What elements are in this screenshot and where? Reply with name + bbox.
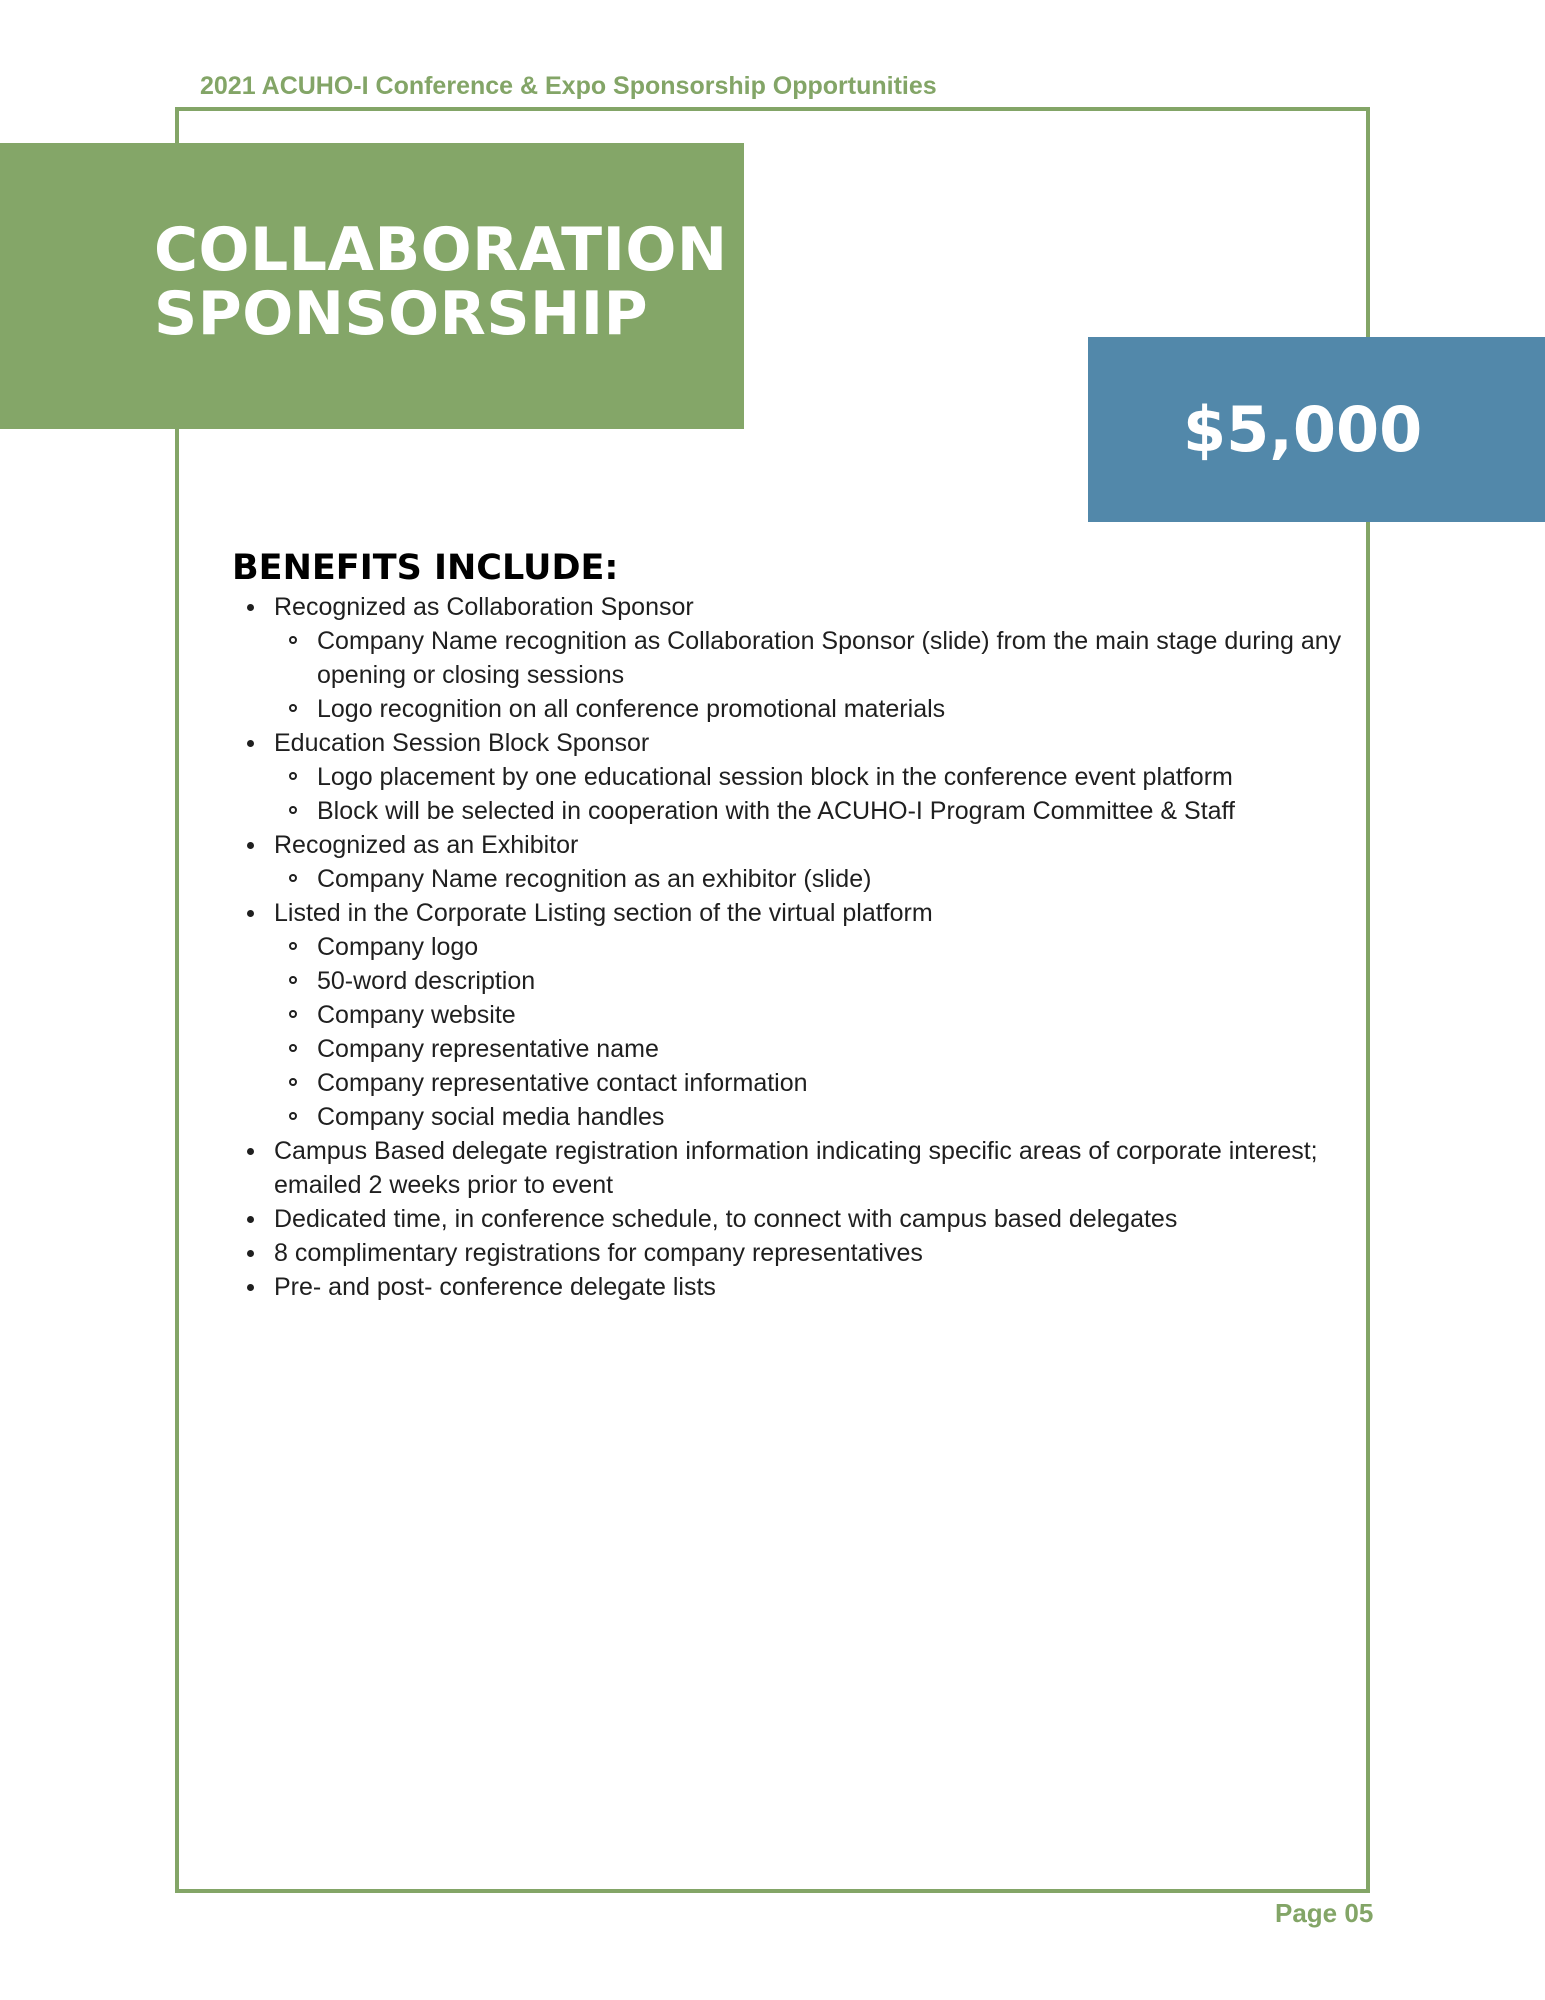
circle-bullet-icon <box>289 1078 297 1086</box>
bullet-icon <box>247 1284 254 1291</box>
benefit-subitem <box>317 930 1384 964</box>
benefit-subtext: Company website <box>317 1001 516 1029</box>
benefit-item <box>274 896 1384 1134</box>
benefit-text: 8 complimentary registrations for company representatives <box>274 1239 923 1267</box>
circle-bullet-icon <box>289 942 297 950</box>
document-header: 2021 ACUHO-I Conference & Expo Sponsorship Opportunities <box>200 72 937 100</box>
benefit-subitem <box>317 760 1384 794</box>
price-label: $5,000 <box>1183 393 1423 466</box>
benefit-sublist <box>274 930 1384 1134</box>
circle-bullet-icon <box>289 1010 297 1018</box>
benefit-subitem <box>317 624 1384 692</box>
page-number: Page 05 <box>1275 1898 1374 1928</box>
benefit-subtext: Logo recognition on all conference promotional materials <box>317 695 946 723</box>
benefit-subitem <box>317 964 1384 998</box>
price-banner <box>1088 337 1545 522</box>
benefits-heading: BENEFITS INCLUDE: <box>232 548 619 588</box>
benefit-text: Recognized as an Exhibitor <box>274 831 579 859</box>
circle-bullet-icon <box>289 636 297 644</box>
benefit-item <box>274 1202 1384 1236</box>
benefit-subitem <box>317 692 1384 726</box>
circle-bullet-icon <box>289 772 297 780</box>
benefit-subitem <box>317 998 1384 1032</box>
benefit-subtext: Company Name recognition as an exhibitor (slide) <box>317 865 872 893</box>
benefit-subtext: Logo placement by one educational session block in the conference event platform <box>317 763 1233 791</box>
benefit-text: Recognized as Collaboration Sponsor <box>274 593 694 621</box>
benefit-item <box>274 1134 1384 1202</box>
benefit-text: Listed in the Corporate Listing section of the virtual platform <box>274 899 933 927</box>
bullet-icon <box>247 1216 254 1223</box>
benefit-text: Education Session Block Sponsor <box>274 729 650 757</box>
benefit-item <box>274 590 1384 726</box>
benefit-item <box>274 828 1384 896</box>
circle-bullet-icon <box>289 874 297 882</box>
bullet-icon <box>247 604 254 611</box>
bullet-icon <box>247 842 254 849</box>
benefit-text: Pre- and post- conference delegate lists <box>274 1273 716 1301</box>
bullet-icon <box>247 740 254 747</box>
bullet-icon <box>247 1148 254 1155</box>
benefit-item <box>274 1236 1384 1270</box>
bullet-icon <box>247 1250 254 1257</box>
benefit-subtext: Company logo <box>317 933 479 961</box>
benefit-subitem <box>317 1032 1384 1066</box>
benefit-sublist <box>274 760 1384 828</box>
benefit-subtext: Company social media handles <box>317 1103 665 1131</box>
circle-bullet-icon <box>289 704 297 712</box>
benefit-sublist <box>274 624 1384 726</box>
circle-bullet-icon <box>289 1044 297 1052</box>
page-title <box>154 215 728 349</box>
benefit-subtext: Block will be selected in cooperation with the ACUHO-I Program Committee & Staff <box>317 797 1235 825</box>
title-banner <box>0 143 744 429</box>
benefit-text: Campus Based delegate registration information indicating specific areas of corporate interest; emailed 2 weeks prior to event <box>274 1137 1318 1199</box>
benefit-item <box>274 1270 1384 1304</box>
benefit-subtext: Company representative name <box>317 1035 659 1063</box>
circle-bullet-icon <box>289 806 297 814</box>
benefit-item <box>274 726 1384 828</box>
circle-bullet-icon <box>289 976 297 984</box>
benefit-subitem <box>317 1066 1384 1100</box>
benefit-subtext: Company representative contact information <box>317 1069 808 1097</box>
benefit-subitem <box>317 862 1384 896</box>
benefit-subtext: Company Name recognition as Collaboration Sponsor (slide) from the main stage during any opening or closing sessions <box>317 627 1342 689</box>
benefit-subtext: 50-word description <box>317 967 536 995</box>
circle-bullet-icon <box>289 1112 297 1120</box>
benefit-subitem <box>317 794 1384 828</box>
benefit-text: Dedicated time, in conference schedule, to connect with campus based delegates <box>274 1205 1178 1233</box>
benefit-sublist <box>274 862 1384 896</box>
title-line-2: SPONSORSHIP <box>154 279 649 349</box>
title-line-1: COLLABORATION <box>154 215 728 285</box>
benefit-subitem <box>317 1100 1384 1134</box>
bullet-icon <box>247 910 254 917</box>
benefits-list <box>232 590 1384 1304</box>
